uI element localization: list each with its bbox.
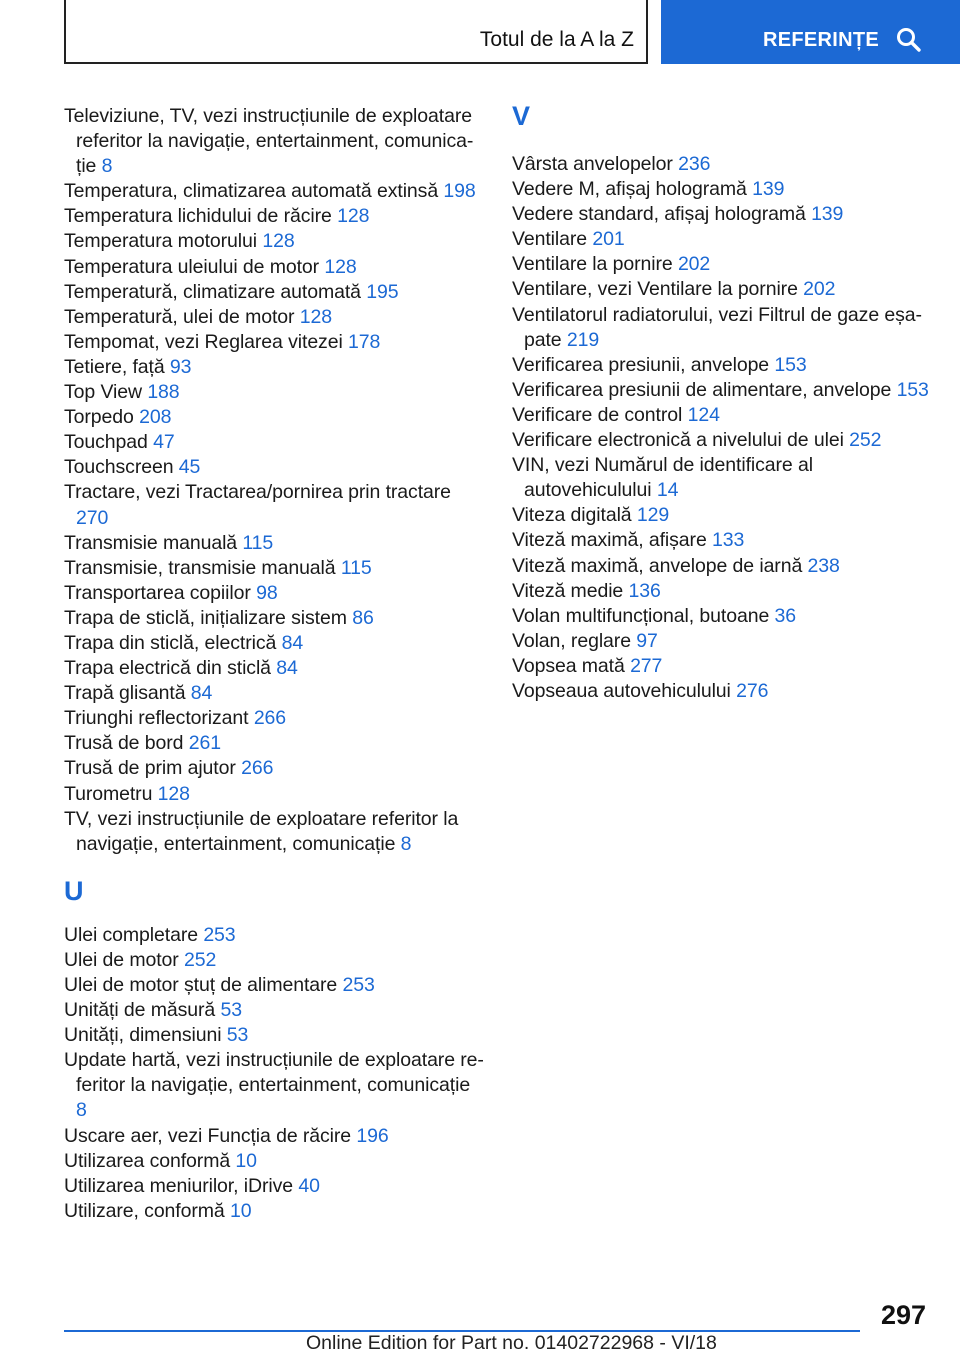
index-entry bbox=[512, 554, 932, 579]
index-entry bbox=[64, 104, 484, 179]
index-entry-text: Ulei de motor bbox=[64, 948, 179, 971]
index-entry-text: Ventilare bbox=[512, 228, 587, 251]
index-entry bbox=[512, 629, 932, 654]
index-page-link[interactable]: 139 bbox=[752, 178, 785, 201]
index-entry-text: Temperatură, climatizare automată bbox=[64, 280, 361, 303]
index-entry-text: Temperatura, climatizarea automată extinsă bbox=[64, 180, 439, 203]
index-entry-text: Tetiere, față bbox=[64, 355, 165, 378]
index-entry bbox=[64, 1048, 484, 1123]
index-entry-text: TV, vezi instrucțiunile de exploatare referitor la navigație, entertainment, comunicație bbox=[64, 807, 459, 855]
index-page-link[interactable]: 253 bbox=[342, 974, 375, 996]
index-entry bbox=[64, 1199, 484, 1224]
index-page-link[interactable]: 8 bbox=[76, 1099, 87, 1122]
index-page-link[interactable]: 93 bbox=[169, 355, 192, 378]
index-entry bbox=[64, 631, 484, 656]
index-entry-text: Volan, reglare bbox=[512, 629, 631, 652]
index-entry bbox=[64, 1174, 484, 1199]
index-entry-text: Vedere standard, afișaj hologramă bbox=[512, 203, 806, 226]
index-entry-text: Trapă glisantă bbox=[64, 682, 186, 705]
index-page-link[interactable]: 53 bbox=[226, 1024, 249, 1047]
index-entry bbox=[64, 355, 484, 380]
index-entry bbox=[64, 656, 484, 681]
index-entry-text: Temperatura motorului bbox=[64, 230, 257, 253]
index-page-link[interactable]: 86 bbox=[352, 606, 374, 629]
index-entry bbox=[512, 303, 932, 353]
index-entry-text: Unități de măsură bbox=[64, 999, 216, 1022]
index-entry-text: Vopsea mată bbox=[512, 654, 625, 677]
index-page-link[interactable]: 202 bbox=[677, 253, 711, 276]
index-entry-text: Triunghi reflectorizant bbox=[64, 707, 249, 730]
index-page-link[interactable]: 128 bbox=[262, 230, 295, 253]
index-entry bbox=[64, 606, 484, 631]
index-entry bbox=[64, 229, 484, 254]
index-entry-text: Ventilare, vezi Ventilare la pornire bbox=[512, 278, 798, 301]
index-entry-text: Viteză maximă, afișare bbox=[512, 529, 707, 552]
index-entry-text: Ventilare la pornire bbox=[512, 253, 673, 276]
index-entry-text: Unități, dimensiuni bbox=[64, 1024, 222, 1047]
index-entry bbox=[512, 428, 932, 453]
index-page-link[interactable]: 8 bbox=[400, 832, 412, 855]
index-page-link[interactable]: 219 bbox=[566, 328, 600, 351]
index-list-v bbox=[512, 152, 932, 704]
index-entry bbox=[64, 556, 484, 581]
index-entry-text: Touchpad bbox=[64, 431, 148, 454]
index-entry bbox=[512, 177, 932, 202]
index-entry-text: Verificarea presiunii de alimentare, anvelope bbox=[512, 378, 892, 401]
index-page-link[interactable]: 277 bbox=[630, 654, 663, 677]
index-entry bbox=[64, 973, 484, 998]
index-entry bbox=[512, 252, 932, 277]
index-page-link[interactable]: 36 bbox=[774, 604, 797, 627]
index-entry-text: Viteza digitală bbox=[512, 504, 632, 527]
index-entry-text: Temperatura uleiului de motor bbox=[64, 255, 320, 278]
index-entry-text: Volan multifuncțional, butoane bbox=[512, 604, 770, 627]
index-entry bbox=[64, 405, 484, 430]
index-entry-text: Televiziune, TV, vezi instrucțiunile de exploatare referitor la navigație, entertainment, comunicație bbox=[64, 105, 474, 178]
index-page-link[interactable]: 208 bbox=[139, 406, 172, 429]
index-page-link[interactable]: 97 bbox=[636, 629, 658, 652]
index-page-link[interactable]: 276 bbox=[736, 679, 769, 702]
index-entry bbox=[512, 453, 932, 503]
index-entry-text: Turometru bbox=[64, 782, 153, 805]
index-page-link[interactable]: 236 bbox=[678, 153, 711, 175]
index-page-link[interactable]: 252 bbox=[849, 429, 882, 452]
index-page-link[interactable]: 196 bbox=[356, 1124, 389, 1147]
index-entry-text: Trapa din sticlă, electrică bbox=[64, 631, 277, 654]
index-page-link[interactable]: 195 bbox=[366, 280, 399, 303]
index-page-link[interactable]: 136 bbox=[628, 579, 661, 602]
index-entry bbox=[64, 1124, 484, 1149]
index-entry bbox=[64, 948, 484, 973]
index-page-link[interactable]: 10 bbox=[229, 1199, 252, 1222]
page-number: 297 bbox=[880, 1300, 926, 1330]
index-entry bbox=[64, 280, 484, 305]
index-entry-text: Vopseaua autovehiculului bbox=[512, 679, 731, 702]
index-entry-text: Verificare de control bbox=[512, 403, 683, 426]
index-entry-text: Transportarea copiilor bbox=[64, 581, 251, 604]
index-entry-text: Viteză maximă, anvelope de iarnă bbox=[512, 554, 803, 577]
index-entry bbox=[512, 528, 932, 553]
index-entry-text: Vedere M, afișaj hologramă bbox=[512, 178, 747, 201]
index-page-link[interactable]: 115 bbox=[242, 531, 274, 554]
index-entry bbox=[64, 1149, 484, 1174]
index-page-link[interactable]: 261 bbox=[188, 732, 221, 755]
index-column-right bbox=[512, 98, 932, 704]
index-entry bbox=[64, 731, 484, 756]
index-page-link[interactable]: 8 bbox=[101, 155, 113, 178]
index-entry bbox=[512, 579, 932, 604]
index-page-link[interactable]: 14 bbox=[656, 479, 679, 502]
index-entry bbox=[512, 277, 932, 302]
index-entry-text: Ventilatorul radiatorului, vezi Filtrul de gaze eșapate bbox=[512, 303, 923, 351]
index-entry-text: Vârsta anvelopelor bbox=[512, 153, 673, 175]
index-page-link[interactable]: 238 bbox=[807, 554, 840, 577]
index-entry-text: Update hartă, vezi instrucțiunile de exploatare referitor la navigație, entertainment, comunicație bbox=[64, 1049, 484, 1097]
index-page-link[interactable]: 153 bbox=[896, 378, 929, 401]
index-page-link[interactable]: 153 bbox=[774, 353, 807, 376]
index-entry-text: Ulei completare bbox=[64, 923, 198, 946]
index-page-link[interactable]: 84 bbox=[276, 657, 298, 680]
index-entry bbox=[64, 782, 484, 807]
index-letter-v: V bbox=[512, 101, 531, 131]
header-section-box bbox=[64, 0, 648, 64]
index-list-t bbox=[64, 104, 484, 857]
index-entry bbox=[512, 503, 932, 528]
index-entry bbox=[64, 923, 484, 948]
index-entry bbox=[512, 202, 932, 227]
index-page-link[interactable]: 128 bbox=[157, 782, 190, 805]
references-tab-label: REFERINȚE bbox=[763, 29, 880, 51]
index-entry bbox=[64, 380, 484, 405]
index-entry-text: Verificarea presiunii, anvelope bbox=[512, 353, 770, 376]
index-entry bbox=[64, 581, 484, 606]
index-page-link[interactable]: 47 bbox=[153, 431, 175, 454]
index-letter-u: U bbox=[64, 875, 84, 906]
index-page-link[interactable]: 270 bbox=[76, 506, 109, 529]
index-entry-text: Transmisie, transmisie manuală bbox=[64, 556, 336, 579]
index-page-link[interactable]: 178 bbox=[348, 330, 381, 353]
index-page-link[interactable]: 201 bbox=[592, 228, 625, 251]
index-entry-text: Tempomat, vezi Reglarea vitezei bbox=[64, 330, 343, 353]
index-entry-text: Torpedo bbox=[64, 406, 134, 429]
edition-footer: Online Edition for Part no. 01402722968 - VI/18 bbox=[306, 1332, 717, 1354]
index-entry bbox=[64, 998, 484, 1023]
index-page-link[interactable]: 115 bbox=[340, 556, 372, 579]
index-page-link[interactable]: 252 bbox=[184, 948, 217, 971]
index-page-link[interactable]: 40 bbox=[298, 1174, 320, 1197]
index-entry bbox=[64, 480, 484, 530]
index-entry bbox=[512, 152, 932, 177]
index-entry-text: Top View bbox=[64, 381, 142, 404]
index-entry bbox=[512, 378, 932, 403]
index-entry-text: Verificare electronică a nivelului de ulei bbox=[512, 429, 844, 452]
index-page-link[interactable]: 129 bbox=[636, 504, 670, 527]
section-title: Totul de la A la Z bbox=[479, 28, 634, 51]
index-page-link[interactable]: 133 bbox=[712, 529, 745, 552]
index-entry-text: Temperatură, ulei de motor bbox=[64, 305, 295, 328]
index-entry-text: Trapa de sticlă, inițializare sistem bbox=[64, 606, 347, 629]
index-page-link[interactable]: 84 bbox=[281, 631, 304, 654]
index-entry bbox=[64, 430, 484, 455]
index-entry bbox=[64, 756, 484, 781]
references-tab[interactable] bbox=[661, 0, 960, 64]
index-entry-text: Trusă de bord bbox=[64, 732, 184, 755]
index-entry bbox=[512, 654, 932, 679]
index-entry-text: Ulei de motor ștuț de alimentare bbox=[64, 974, 338, 996]
index-entry bbox=[64, 706, 484, 731]
index-entry bbox=[64, 531, 484, 556]
index-page-link[interactable]: 266 bbox=[253, 707, 287, 730]
index-entry bbox=[64, 305, 484, 330]
index-entry-text: Uscare aer, vezi Funcția de răcire bbox=[64, 1124, 352, 1147]
index-page-link[interactable]: 198 bbox=[443, 180, 476, 203]
index-entry-text: Utilizarea conformă bbox=[64, 1149, 231, 1172]
index-entry bbox=[64, 455, 484, 480]
index-entry bbox=[512, 403, 932, 428]
index-page-link[interactable]: 128 bbox=[299, 305, 333, 328]
search-icon[interactable] bbox=[896, 27, 922, 53]
index-entry bbox=[512, 679, 932, 704]
index-entry-text: Trapa electrică din sticlă bbox=[64, 657, 271, 680]
index-entry-text: Viteză medie bbox=[512, 579, 624, 602]
index-page-link[interactable]: 128 bbox=[324, 255, 357, 278]
index-page-link[interactable]: 188 bbox=[147, 381, 180, 404]
index-entry-text: Touchscreen bbox=[64, 456, 174, 479]
index-list-u bbox=[64, 923, 484, 1224]
index-page-link[interactable]: 124 bbox=[687, 403, 720, 426]
index-page-link[interactable]: 98 bbox=[256, 581, 278, 604]
index-entry bbox=[64, 179, 484, 204]
index-entry bbox=[64, 255, 484, 280]
index-page-link[interactable]: 45 bbox=[178, 456, 201, 479]
index-entry-text: Trusă de prim ajutor bbox=[64, 757, 236, 780]
index-page-link[interactable]: 128 bbox=[337, 205, 370, 228]
index-entry bbox=[512, 353, 932, 378]
index-entry bbox=[64, 807, 484, 857]
index-page-link[interactable]: 202 bbox=[803, 278, 836, 301]
index-page-link[interactable]: 53 bbox=[220, 999, 242, 1022]
index-entry-text: Utilizarea meniurilor, iDrive bbox=[64, 1174, 293, 1197]
index-entry bbox=[64, 330, 484, 355]
index-entry-text: Utilizare, conformă bbox=[64, 1199, 225, 1222]
index-entry-text: Transmisie manuală bbox=[64, 531, 238, 554]
index-entry-text: VIN, vezi Numărul de identificare al autovehiculului bbox=[512, 454, 813, 502]
index-entry bbox=[512, 604, 932, 629]
index-entry bbox=[64, 204, 484, 229]
index-page-link[interactable]: 139 bbox=[811, 203, 844, 226]
index-column-left bbox=[64, 104, 484, 1224]
index-entry-text: Tractare, vezi Tractarea/pornirea prin tractare bbox=[64, 481, 451, 504]
index-page-link[interactable]: 253 bbox=[203, 923, 236, 946]
index-page-link[interactable]: 84 bbox=[190, 682, 213, 705]
index-entry bbox=[64, 1023, 484, 1048]
index-page-link[interactable]: 10 bbox=[235, 1149, 257, 1172]
index-entry bbox=[64, 681, 484, 706]
index-entry-text: Temperatura lichidului de răcire bbox=[64, 205, 332, 228]
index-entry bbox=[512, 227, 932, 252]
index-page-link[interactable]: 266 bbox=[241, 757, 274, 780]
